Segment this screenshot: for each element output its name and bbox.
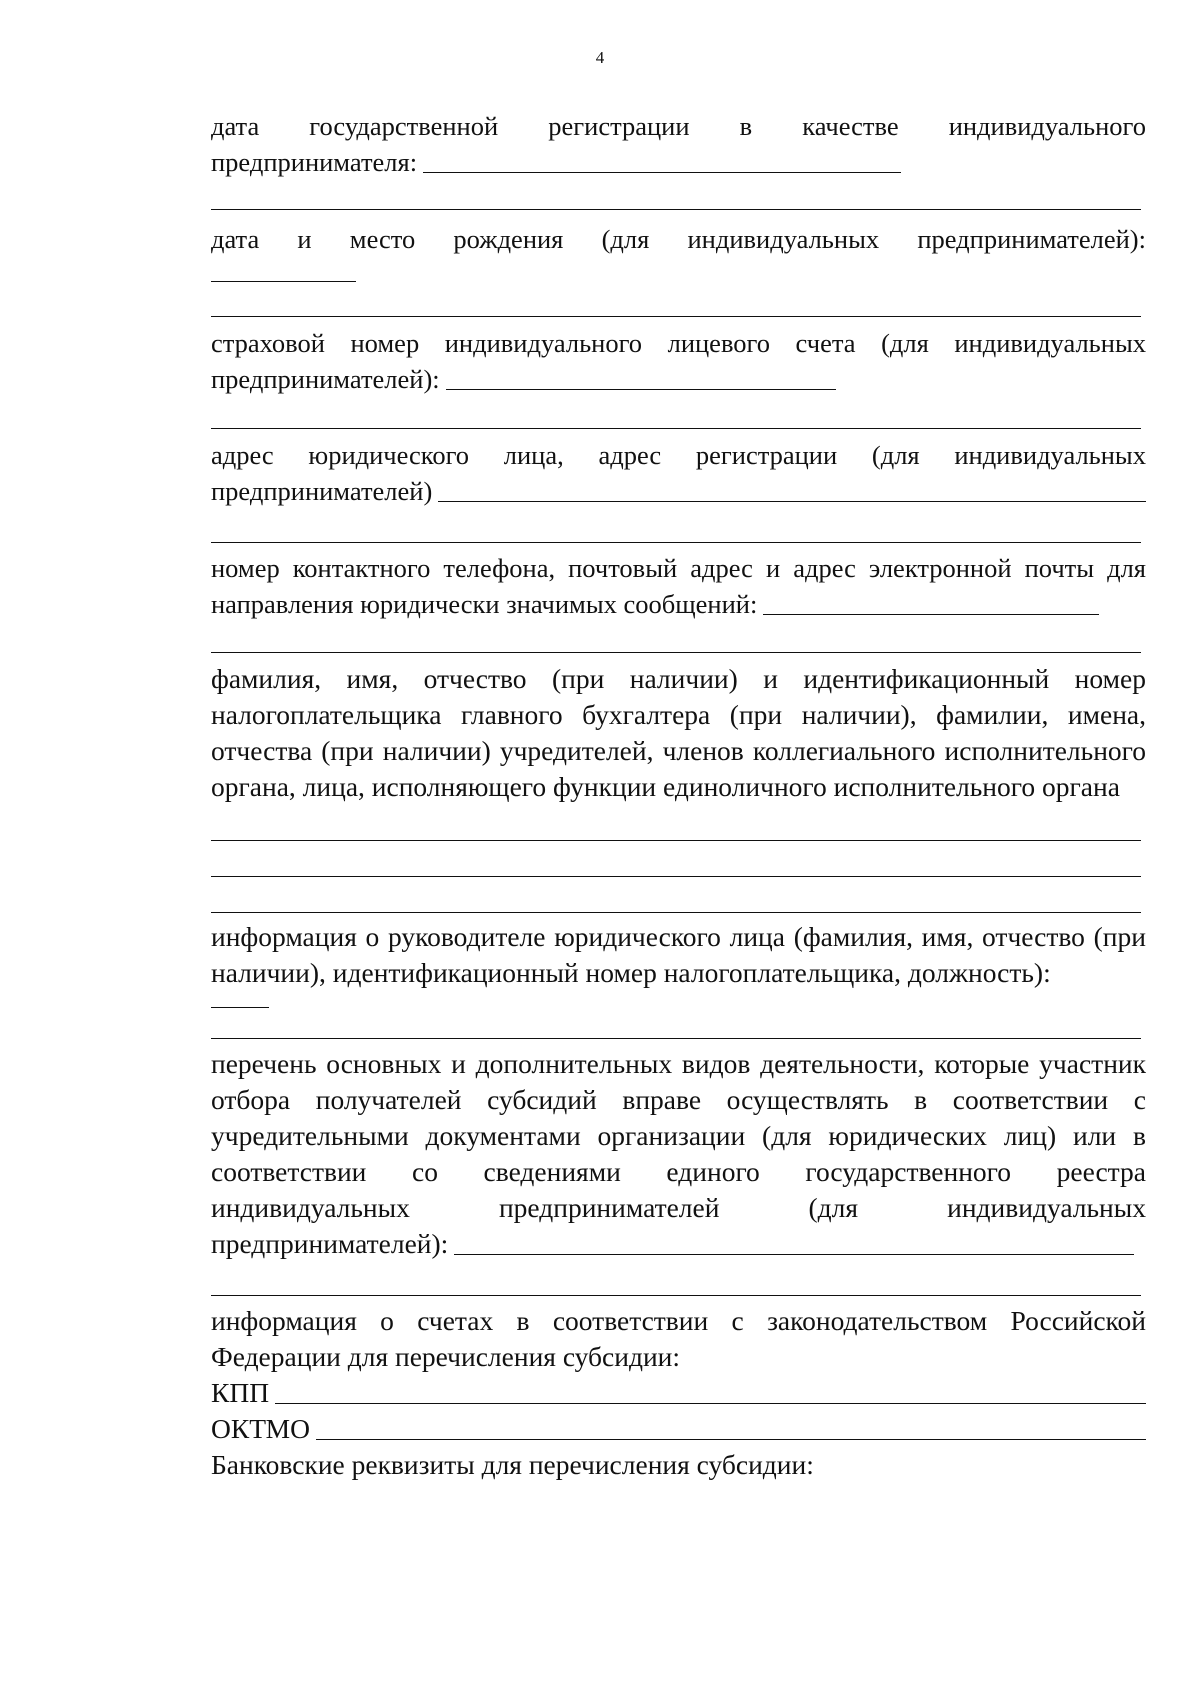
address-row [211, 473, 1146, 509]
oktmo-label: ОКТМО [211, 1413, 310, 1444]
snils-field[interactable] [446, 389, 836, 390]
kpp-field[interactable] [275, 1403, 1146, 1404]
contacts-label-cont: направления юридически значимых сообщений: [211, 589, 758, 619]
birth-label: дата и место рождения (для индивидуальных предпринимателей): [211, 224, 1146, 254]
activities-label: перечень основных и дополнительных видов деятельности, которые участник отбора получателей субсидий вправе осуществлять в соответствии с учредительными документами организации (для юридических лиц) или в соответствии со сведениями единого государственного реестра индивидуальных предпринимателей (для индивидуальных [211, 1048, 1146, 1223]
snils-row [211, 361, 1146, 397]
head-field[interactable] [211, 1007, 269, 1008]
head-label: информация о руководителе юридического лица (фамилия, имя, отчество (при наличии), идентификационный номер налогоплательщика, должность): [211, 921, 1146, 988]
persons-line-3[interactable] [211, 912, 1141, 913]
birth-date-place-field[interactable] [211, 281, 356, 282]
head-extra-line[interactable] [211, 1038, 1141, 1039]
snils-extra-line[interactable] [211, 428, 1141, 429]
ip-registration-date-field[interactable] [423, 172, 901, 173]
address-extra-line[interactable] [211, 542, 1141, 543]
page-number: 4 [595, 48, 605, 67]
oktmo-row [211, 1411, 1146, 1447]
contacts-label: номер контактного телефона, почтовый адрес и адрес электронной почты для [211, 553, 1146, 583]
address-label: адрес юридического лица, адрес регистрации (для индивидуальных [211, 440, 1146, 470]
kpp-row [211, 1375, 1146, 1411]
activities-row [211, 1226, 1146, 1262]
accounts-label: информация о счетах в соответствии с законодательством Российской Федерации для перечисления субсидии: [211, 1305, 1146, 1372]
birth-extra-line[interactable] [211, 316, 1141, 317]
persons-line-1[interactable] [211, 840, 1141, 841]
bank-details-label: Банковские реквизиты для перечисления субсидии: [211, 1449, 814, 1480]
activities-field[interactable] [454, 1254, 1134, 1255]
contacts-extra-line[interactable] [211, 652, 1141, 653]
ip-registration-label-cont: предпринимателя: [211, 147, 418, 177]
contacts-row [211, 586, 1146, 622]
oktmo-field[interactable] [316, 1439, 1146, 1440]
address-label-cont: предпринимателей) [211, 476, 433, 506]
kpp-label: КПП [211, 1377, 270, 1408]
address-field[interactable] [438, 501, 1146, 502]
persons-label: фамилия, имя, отчество (при наличии) и идентификационный номер налогоплательщика главного бухгалтера (при наличии), фамилии, имена, отчества (при наличии) учредителей, членов коллегиального исполнительного органа, лица, исполняющего функции единоличного исполнительного органа [211, 663, 1146, 802]
ip-registration-extra-line[interactable] [211, 209, 1141, 210]
form-content [211, 108, 1146, 1483]
ip-registration-row [211, 144, 1146, 180]
ip-registration-label: дата государственной регистрации в качестве индивидуального [211, 111, 1146, 141]
snils-label: страховой номер индивидуального лицевого счета (для индивидуальных [211, 328, 1146, 358]
persons-line-2[interactable] [211, 876, 1141, 877]
activities-label-cont: предпринимателей): [211, 1228, 449, 1259]
snils-label-cont: предпринимателей): [211, 364, 440, 394]
activities-extra-line[interactable] [211, 1295, 1141, 1296]
contacts-field[interactable] [763, 614, 1099, 615]
